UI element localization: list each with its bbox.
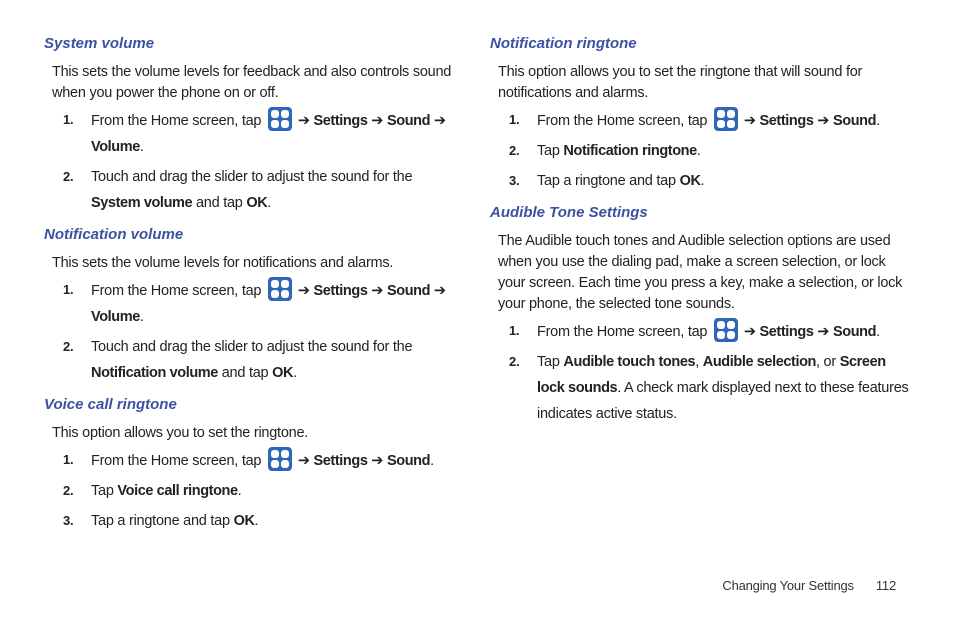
- desc-audible-tone-settings: The Audible touch tones and Audible selection options are used when you use the dialing pad, make a screen selection, or lock your screen. Each time you press a key, make a selection, or lock your phone, the selected tone sounds.: [498, 233, 903, 312]
- step-item: 2. Touch and drag the slider to adjust the sound for the Notification volume and tap OK.: [63, 339, 413, 381]
- step-item: 1. From the Home screen, tap ➔ Settings ➔ Sound.: [490, 107, 910, 134]
- apps-grid-icon: [268, 107, 292, 131]
- apps-grid-icon: [268, 447, 292, 471]
- right-column: [490, 34, 910, 431]
- apps-grid-icon: [268, 277, 292, 301]
- heading-system-volume: System volume: [44, 35, 155, 52]
- arrow-icon: ➔: [371, 283, 384, 299]
- apps-grid-icon: [714, 318, 738, 342]
- steps-system-volume: [44, 107, 454, 216]
- page-number: 112: [875, 578, 896, 593]
- step-item: 3. Tap a ringtone and tap OK.: [509, 173, 705, 189]
- heading-notification-volume: Notification volume: [44, 226, 184, 243]
- apps-grid-icon: [714, 107, 738, 131]
- heading-voice-call-ringtone: Voice call ringtone: [44, 396, 177, 413]
- arrow-icon: ➔: [743, 324, 756, 340]
- steps-notification-volume: [44, 277, 454, 386]
- step-item: 1. From the Home screen, tap ➔ Settings ➔ Sound ➔ Volume.: [44, 107, 454, 160]
- page-footer: [722, 578, 896, 593]
- arrow-icon: ➔: [743, 113, 756, 129]
- step-item: 2. Touch and drag the slider to adjust the sound for the System volume and tap OK.: [63, 169, 413, 211]
- arrow-icon: ➔: [371, 113, 384, 129]
- desc-system-volume: This sets the volume levels for feedback and also controls sound when you power the phone on or off.: [52, 64, 452, 101]
- footer-section-title: Changing Your Settings: [722, 578, 854, 593]
- heading-notification-ringtone: Notification ringtone: [490, 35, 637, 52]
- desc-notification-ringtone: This option allows you to set the ringtone that will sound for notifications and alarms.: [498, 64, 863, 101]
- arrow-icon: ➔: [297, 283, 310, 299]
- step-item: 1. From the Home screen, tap ➔ Settings ➔ Sound.: [44, 447, 454, 474]
- step-item: 1. From the Home screen, tap ➔ Settings ➔ Sound.: [490, 318, 910, 345]
- step-item: 2. Tap Audible touch tones, Audible selection, or Screen lock sounds. A check mark displayed next to these features indicates active status.: [509, 354, 909, 422]
- heading-audible-tone-settings: Audible Tone Settings: [490, 204, 648, 221]
- steps-audible-tone-settings: [490, 318, 910, 427]
- arrow-icon: ➔: [297, 113, 310, 129]
- steps-voice-call-ringtone: [44, 447, 454, 534]
- desc-voice-call-ringtone: This option allows you to set the ringtone.: [52, 425, 309, 441]
- arrow-icon: ➔: [817, 324, 830, 340]
- step-item: 1. From the Home screen, tap ➔ Settings ➔ Sound ➔ Volume.: [44, 277, 454, 330]
- arrow-icon: ➔: [371, 453, 384, 469]
- steps-notification-ringtone: [490, 107, 910, 194]
- arrow-icon: ➔: [433, 283, 446, 299]
- step-item: 3. Tap a ringtone and tap OK.: [63, 513, 259, 529]
- arrow-icon: ➔: [433, 113, 446, 129]
- desc-notification-volume: This sets the volume levels for notifications and alarms.: [52, 255, 394, 271]
- arrow-icon: ➔: [297, 453, 310, 469]
- step-item: 2. Tap Notification ringtone.: [509, 143, 701, 159]
- left-column: [44, 34, 454, 538]
- step-item: 2. Tap Voice call ringtone.: [63, 483, 242, 499]
- arrow-icon: ➔: [817, 113, 830, 129]
